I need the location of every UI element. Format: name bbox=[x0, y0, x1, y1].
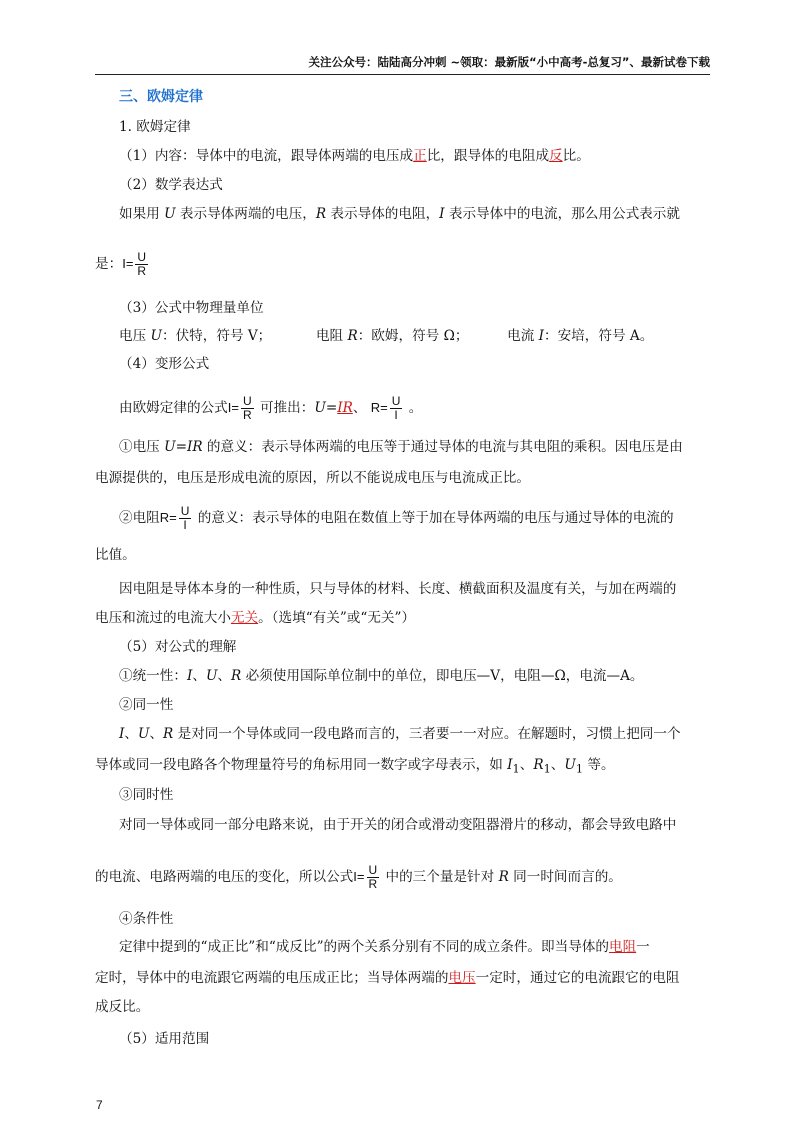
content-paragraph: （1）内容：导体中的电流，跟导体两端的电压成正比，跟导体的电阻成反比。 bbox=[119, 148, 590, 164]
content-paragraph: 因电阻是导体本身的一种性质，只与导体的材料、长度、横截面积及温度有关，与加在两端的 bbox=[119, 581, 677, 597]
fraction: $\frac{U}{R}$ bbox=[368, 863, 378, 891]
content-paragraph: ①统一性：I、U、R 必须使用国际单位制中的单位，即电压—V，电阻—Ω，电流—A。 bbox=[119, 668, 644, 684]
content-paragraph: 定律中提到的“成正比”和“成反比”的两个关系分别有不同的成立条件。即当导体的电阻一 bbox=[119, 939, 650, 955]
content-paragraph: 导体或同一段电路各个物理量符号的角标用同一数字或字母表示，如 $I_1$、$R_1$、$U_1$ 等。 bbox=[95, 757, 615, 776]
content-paragraph: 对同一导体或同一部分电路来说，由于开关的闭合或滑动变阻器滑片的移动，都会导致电路中 bbox=[119, 817, 677, 833]
fraction: $\frac{U}{I}$ bbox=[391, 394, 401, 422]
content-paragraph: 电源提供的，电压是形成电流的原因，所以不能说成电压与电流成正比。 bbox=[95, 470, 530, 486]
subsection-title: 1. 欧姆定律 bbox=[119, 119, 191, 135]
page-header: 关注公众号：陆陆高分冲刺 ~领取：最新版“小中高考-总复习”、最新试卷下载 bbox=[95, 54, 710, 75]
units-line: 电压 U：伏特，符号 V； 电阻 R：欧姆，符号 Ω； 电流 I：安培，符号 A。 bbox=[119, 328, 654, 344]
item-heading: （4）变形公式 bbox=[119, 356, 210, 372]
content-paragraph: 电压和流过的电流大小无关。（选填“有关”或“无关”） bbox=[95, 610, 416, 626]
content-paragraph: ①电压 U=IR 的意义：表示导体两端的电压等于通过导体的电流与其电阻的乘积。因电压是由 bbox=[119, 439, 683, 455]
item-heading: （2）数学表达式 bbox=[119, 177, 223, 193]
page-number: 7 bbox=[96, 1098, 103, 1112]
formula-line: 由欧姆定律的公式I= $\frac{U}{R}$ 可推出：U=IR、 R= $\frac{U}{I}$ 。 bbox=[119, 394, 423, 422]
fraction: $\frac{U}{R}$ bbox=[242, 394, 252, 422]
item-heading: ③同时性 bbox=[119, 787, 174, 803]
item-heading: ④条件性 bbox=[119, 911, 174, 927]
content-paragraph: I、U、R 是对同一个导体或同一段电路而言的，三者要一一对应。在解题时，习惯上把同一个 bbox=[119, 726, 681, 742]
item-heading: （3）公式中物理量单位 bbox=[119, 300, 264, 316]
answer-blank: IR bbox=[337, 400, 353, 416]
item-heading: ②同一性 bbox=[119, 697, 174, 713]
formula-line: 的电流、电路两端的电压的变化，所以公式I= $\frac{U}{R}$ 中的三个量是针对 R 同一时间而言的。 bbox=[95, 863, 622, 891]
answer-blank: 无关 bbox=[230, 610, 259, 626]
content-paragraph: 成反比。 bbox=[95, 999, 150, 1015]
answer-blank: 电阻 bbox=[608, 939, 637, 955]
section-title: 三、欧姆定律 bbox=[119, 89, 203, 105]
fraction: $\frac{U}{R}$ bbox=[137, 250, 147, 278]
answer-blank: 反 bbox=[549, 148, 563, 164]
fraction: $\frac{U}{I}$ bbox=[180, 504, 190, 532]
content-paragraph: 如果用 U 表示导体两端的电压，R 表示导体的电阻，I 表示导体中的电流，那么用公式表示就 bbox=[119, 206, 680, 222]
formula-line: ②电阻R= $\frac{U}{I}$ 的意义：表示导体的电阻在数值上等于加在导体两端的电压与通过导体的电流的 bbox=[119, 504, 674, 532]
formula-lhs: I bbox=[122, 256, 126, 271]
item-heading: （5）适用范围 bbox=[119, 1031, 210, 1047]
answer-blank: 电压 bbox=[448, 970, 476, 986]
item-heading: （5）对公式的理解 bbox=[119, 639, 237, 655]
content-paragraph: 比值。 bbox=[95, 547, 136, 563]
answer-blank: 正 bbox=[413, 148, 427, 164]
formula-line: 是：I= $\frac{U}{R}$ bbox=[95, 250, 147, 278]
content-paragraph: 定时，导体中的电流跟它两端的电压成正比；当导体两端的电压一定时，通过它的电流跟它的电阻 bbox=[95, 970, 680, 986]
